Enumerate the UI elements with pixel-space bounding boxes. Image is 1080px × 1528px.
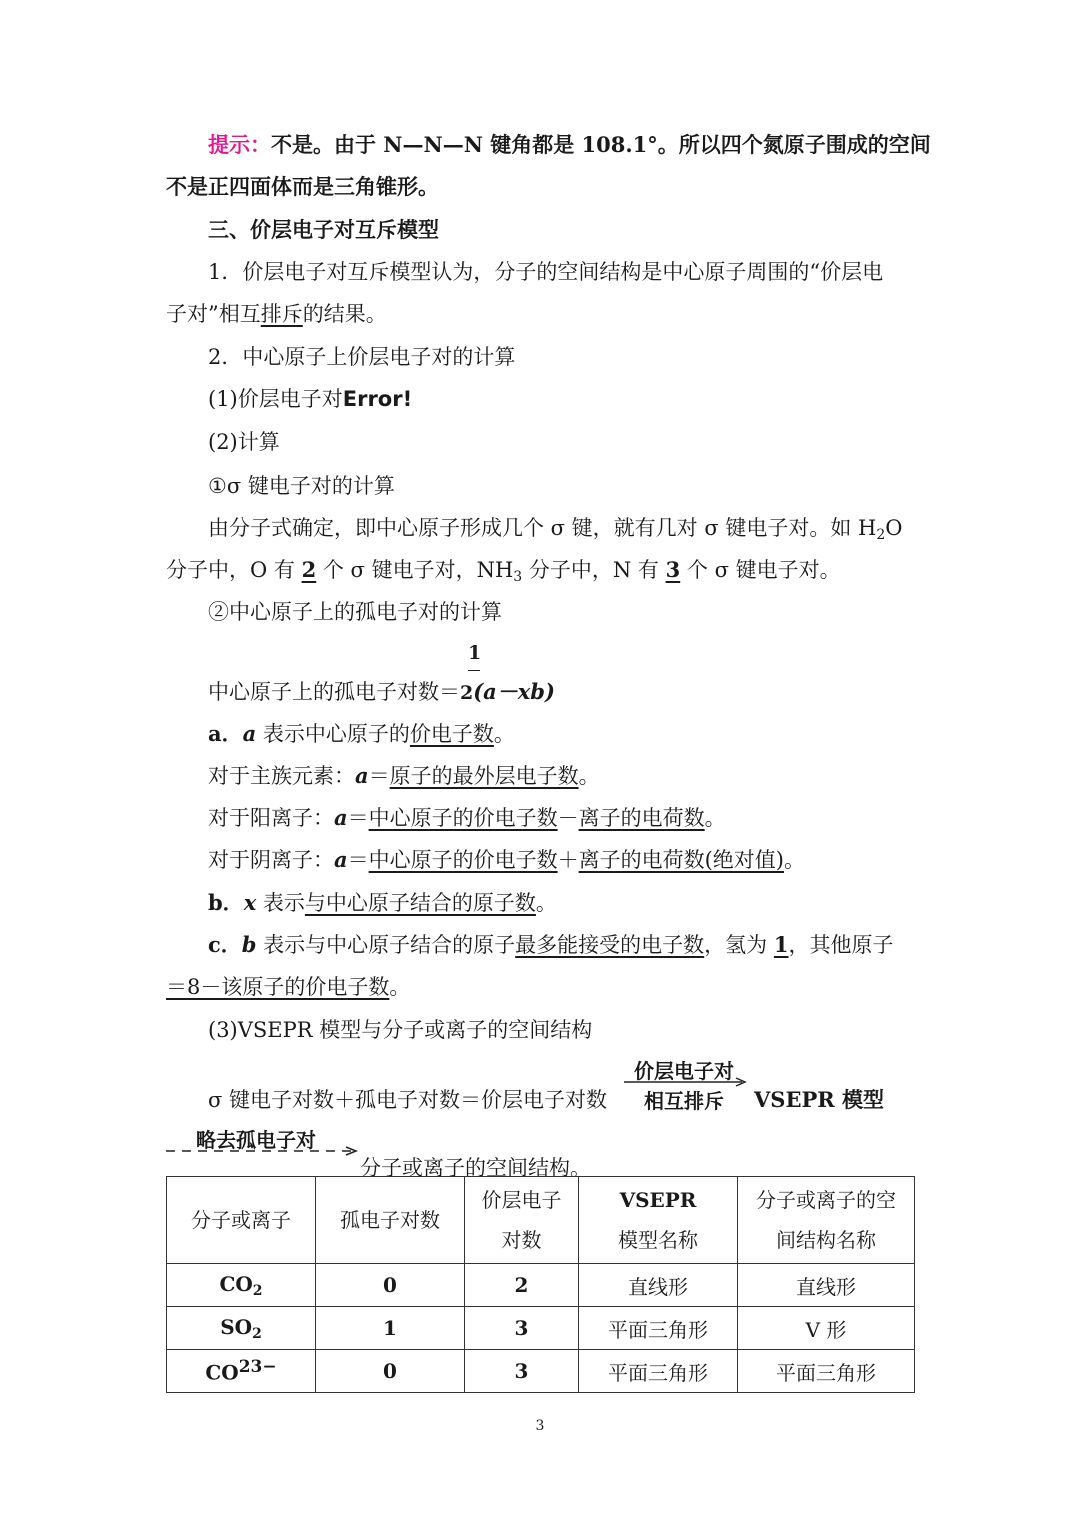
formula-sup: 23− [238, 1357, 277, 1378]
hint-label: 提示： [208, 132, 271, 157]
sigma-text-4: 个 σ 键电子对，NH [316, 558, 514, 582]
fraction-bar [468, 670, 480, 671]
p1-line-2 [166, 300, 387, 328]
vsepr-table [166, 1176, 915, 1393]
header-cell [167, 1177, 316, 1264]
anion-underlined-2: 离子的电荷数(绝对值) [578, 848, 784, 872]
b-def-var: b [241, 932, 257, 957]
anion-underlined-1: 中心原子的价电子数 [368, 848, 558, 872]
anion-line [208, 846, 805, 874]
vsepr-cell: 直线形 [579, 1264, 738, 1307]
table-row [167, 1264, 915, 1307]
sigma-u-2: 3 [665, 557, 681, 582]
b-definition-1 [208, 931, 893, 959]
formula-sub: 2 [252, 1282, 263, 1299]
a-def-var: a [242, 721, 257, 746]
header-text: 间结构名称 [776, 1228, 876, 1252]
sigma-title: ①σ 键电子对的计算 [208, 474, 395, 498]
error-text: Error! [342, 387, 413, 411]
formula-expression: (a－xb) [473, 679, 555, 704]
x-def-text: 表示 [256, 891, 305, 915]
vsepr-cell: 平面三角形 [579, 1350, 738, 1393]
p1-line-1: 1．价层电子对互斥模型认为，分子的空间结构是中心原子周围的“价层电 [208, 260, 884, 284]
main-group-label: 对于主族元素： [208, 764, 355, 788]
x-def-label: b． [208, 890, 244, 915]
b-def-text-3: ，其他原子 [788, 933, 894, 957]
header-text: 价层电子 [481, 1188, 562, 1212]
flow-vsepr: VSEPR 模型 [754, 1087, 885, 1112]
arrow2-icon [166, 1145, 362, 1157]
b-def-label: c． [208, 932, 242, 957]
x-def-underlined: 与中心原子结合的原子数 [304, 891, 536, 915]
b-definition-2 [166, 973, 410, 1001]
arrow1-bottom-label: 相互排斥 [644, 1089, 724, 1113]
table-row [167, 1307, 915, 1350]
sigma-line-2 [166, 556, 841, 591]
sigma-sub-1: 2 [876, 527, 886, 543]
sigma-u-1: 2 [301, 557, 317, 582]
lone-title: ②中心原子上的孤电子对的计算 [208, 600, 502, 624]
fraction-numerator: 1 [468, 642, 482, 664]
vsepr-cell: 平面三角形 [579, 1307, 738, 1350]
a-def-text: 表示中心原子的 [256, 722, 410, 746]
header-cell [316, 1177, 465, 1264]
main-group-line [208, 762, 600, 790]
page-number: 3 [535, 1418, 545, 1434]
cation-minus: － [557, 806, 579, 830]
table-row [167, 1350, 915, 1393]
header-text: 分子或离子的空 [756, 1188, 896, 1212]
header-text: VSEPR [619, 1188, 697, 1212]
b-def-line2-underlined: ＝8－该原子的价电子数 [166, 975, 390, 999]
header-text: 对数 [501, 1228, 542, 1252]
p1-underlined: 排斥 [260, 302, 303, 326]
anion-label: 对于阴离子： [208, 848, 334, 872]
arrow1-top-label: 价层电子对 [634, 1059, 734, 1083]
sigma-text-1: 由分子式确定，即中心原子形成几个 σ 键，就有几对 σ 键电子对。如 H [208, 516, 877, 540]
sigma-line-1 [208, 514, 903, 549]
lone-pair-cell: 1 [316, 1307, 465, 1350]
hint-line-1 [208, 131, 931, 159]
formula-sub: 2 [252, 1325, 262, 1342]
header-text: 分子或离子 [191, 1208, 291, 1232]
formula-text: CO [205, 1360, 239, 1385]
p1-text: 子对”相互 [166, 302, 261, 326]
table-header-row [167, 1177, 915, 1264]
section-title: 三、价层电子对互斥模型 [208, 217, 439, 242]
formula-text: CO [219, 1271, 253, 1296]
valence-pair-cell: 3 [465, 1307, 579, 1350]
shape-cell: V 形 [738, 1307, 915, 1350]
p2-title: 2．中心原子上价层电子对的计算 [208, 345, 516, 369]
hint-line-2: 不是正四面体而是三角锥形。 [166, 174, 439, 199]
formula-line [208, 678, 555, 707]
p2-sub2: (2)计算 [208, 430, 280, 454]
main-group-underlined: 原子的最外层电子数 [389, 764, 579, 788]
formula-cell [167, 1307, 316, 1350]
formula-text: SO [220, 1314, 253, 1339]
main-group-tail: 。 [578, 764, 600, 788]
cation-underlined-2: 离子的电荷数 [578, 806, 705, 830]
sigma-sub-2: 3 [513, 569, 523, 585]
a-def-tail: 。 [493, 722, 515, 746]
p2-sub1-text: (1)价层电子对 [208, 387, 343, 411]
cation-var: a [334, 805, 348, 830]
arrow2-top-label: 略去孤电子对 [196, 1128, 316, 1152]
anion-tail: 。 [784, 848, 805, 872]
formula-cell [167, 1350, 316, 1393]
flow-lhs: σ 键电子对数＋孤电子对数＝价层电子对数 [208, 1088, 608, 1112]
valence-pair-cell: 3 [465, 1350, 579, 1393]
sigma-text-5: 分子中，N 有 [522, 558, 666, 582]
b-def-text: 表示与中心原子结合的原子 [256, 933, 516, 957]
header-text: 模型名称 [618, 1228, 698, 1252]
header-cell [579, 1177, 738, 1264]
cation-line [208, 804, 726, 832]
sigma-text-2: O [885, 516, 903, 540]
a-def-label: a． [208, 721, 243, 746]
cation-eq: ＝ [347, 806, 369, 830]
shape-cell: 直线形 [738, 1264, 915, 1307]
anion-var: a [334, 847, 348, 872]
flow-end: 分子或离子的空间结构。 [360, 1156, 591, 1180]
valence-pair-cell: 2 [465, 1264, 579, 1307]
b-def-line2-tail: 。 [389, 975, 411, 999]
formula-prefix: 中心原子上的孤电子对数＝ [208, 680, 460, 704]
header-text: 孤电子对数 [340, 1208, 440, 1232]
anion-plus: ＋ [557, 848, 579, 872]
a-definition [208, 720, 515, 748]
x-def-tail: 。 [535, 891, 557, 915]
shape-cell: 平面三角形 [738, 1350, 915, 1393]
sigma-text-6: 个 σ 键电子对。 [680, 558, 841, 582]
lone-pair-cell: 0 [316, 1350, 465, 1393]
x-def-var: x [243, 890, 257, 915]
b-def-underlined-2: 1 [773, 932, 789, 957]
fraction-denominator: 2 [460, 682, 474, 704]
formula-cell [167, 1264, 316, 1307]
hint-text-1: 不是。由于 N—N—N 键角都是 108.1°。所以四个氮原子围成的空间 [271, 132, 931, 157]
x-definition [208, 889, 557, 917]
cation-label: 对于阳离子： [208, 806, 334, 830]
header-cell [465, 1177, 579, 1264]
b-def-text-2: ，氢为 [704, 933, 774, 957]
sigma-text-3: 分子中，O 有 [166, 558, 302, 582]
p2-sub1 [208, 385, 412, 413]
header-cell [738, 1177, 915, 1264]
main-group-var: a [355, 763, 369, 788]
lone-pair-cell: 0 [316, 1264, 465, 1307]
main-group-eq: ＝ [368, 764, 390, 788]
b-def-underlined: 最多能接受的电子数 [515, 933, 705, 957]
cation-tail: 。 [704, 806, 726, 830]
a-def-underlined: 价电子数 [409, 722, 494, 746]
anion-eq: ＝ [347, 848, 369, 872]
p1-tail: 的结果。 [302, 302, 387, 326]
cation-underlined-1: 中心原子的价电子数 [368, 806, 558, 830]
p3-title: (3)VSEPR 模型与分子或离子的空间结构 [208, 1018, 593, 1042]
